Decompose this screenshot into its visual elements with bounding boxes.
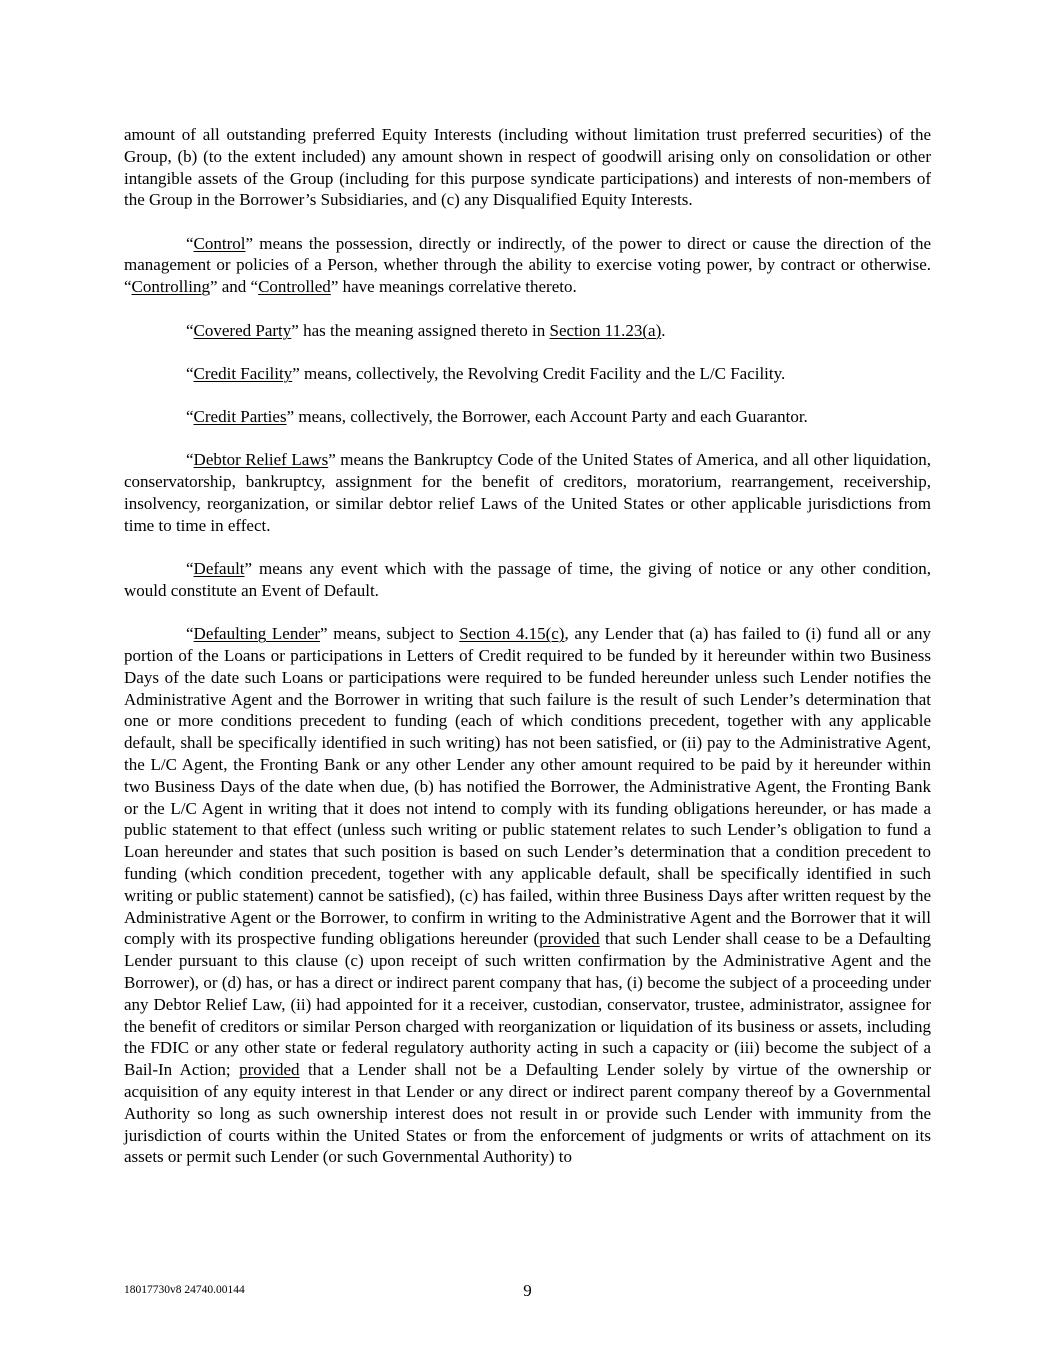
defined-term: Section 4.15(c) xyxy=(459,624,565,644)
paragraph xyxy=(124,320,931,342)
text-run: “ xyxy=(186,320,194,340)
text-run: ” means, subject to xyxy=(320,624,460,644)
page-footer xyxy=(124,1283,931,1307)
text-run: . xyxy=(661,320,666,340)
text-run: that such Lender shall cease to be a Defaulting Lender pursuant to this clause (c) upon receipt of such written confirmation by the Administrative Agent and the Borrower), or (d) has, or has a direct or indirect parent company that has, (i) become the subject of a proceeding under any Debtor Relief Law, (ii) had appointed for it a receiver, custodian, conservator, trustee, administrator, assignee for the benefit of creditors or similar Person charged with reorganization or liquidation of its business or assets, including the FDIC or any other state or federal regulatory authority acting in such a capacity or (iii) become the subject of a Bail-In Action; xyxy=(124,929,931,1080)
text-run: amount of all outstanding preferred Equity Interests (including without limitation trust preferred securities) of the Group, (b) (to the extent included) any amount shown in respect of goodwill arising only on consolidation or other intangible assets of the Group (including for this purpose syndicate participations) and interests of non-members of the Group in the Borrower’s Subsidiaries, and (c) any Disqualified Equity Interests. xyxy=(124,125,931,210)
text-run: ” means the possession, directly or indirectly, of the power to direct or cause the direction of the management or policies of a Person, whether through the ability to exercise voting power, by contract or otherwise. “ xyxy=(124,233,931,297)
paragraph xyxy=(124,406,931,428)
defined-term: Controlling xyxy=(131,277,210,297)
text-run: ” has the meaning assigned thereto in xyxy=(291,320,550,340)
text-run: “ xyxy=(186,363,194,383)
document-body xyxy=(124,124,931,1190)
defined-term: Covered Party xyxy=(193,320,292,340)
text-run: , any Lender that (a) has failed to (i) fund all or any portion of the Loans or participations in Letters of Credit required to be funded by it hereunder within two Business Days of the date such Loans or participations were required to be funded hereunder unless such Lender notifies the Administrative Agent and the Borrower in writing that such failure is the result of such Lender’s determination that one or more conditions precedent to funding (each of which conditions precedent, together with any applicable default, shall be specifically identified in such writing) has not been satisfied, or (ii) pay to the Administrative Agent, the L/C Agent, the Fronting Bank or any other Lender any other amount required to be paid by it hereunder within two Business Days of the date when due, (b) has notified the Borrower, the Administrative Agent, the Fronting Bank or the L/C Agent in writing that it does not intend to comply with its funding obligations hereunder, or has made a public statement to that effect (unless such writing or public statement relates to such Lender’s obligation to fund a Loan hereunder and states that such position is based on such Lender’s determination that a condition precedent to funding (which condition precedent, together with any applicable default, shall be specifically identified in such writing or public statement) cannot be satisfied), (c) has failed, within three Business Days after written request by the Administrative Agent or the Borrower, to confirm in writing to the Administrative Agent and the Borrower that it will comply with its prospective funding obligations hereunder ( xyxy=(124,624,932,949)
defined-term: Credit Facility xyxy=(193,363,293,383)
text-run: ” and “ xyxy=(209,277,259,297)
text-run: “ xyxy=(186,450,194,470)
defined-term: provided xyxy=(239,1060,300,1080)
text-run: ” means any event which with the passage of time, the giving of notice or any other condition, would constitute an Event of Default. xyxy=(124,559,931,600)
text-run: “ xyxy=(186,233,194,253)
text-run: ” have meanings correlative thereto. xyxy=(330,277,577,297)
defined-term: Defaulting Lender xyxy=(193,624,321,644)
paragraph xyxy=(124,558,931,602)
paragraph xyxy=(124,233,931,298)
paragraph xyxy=(124,449,931,536)
defined-term: Debtor Relief Laws xyxy=(193,450,329,470)
paragraph xyxy=(124,363,931,385)
defined-term: Controlled xyxy=(258,277,331,297)
text-run: “ xyxy=(186,624,194,644)
text-run: ” means, collectively, the Revolving Credit Facility and the L/C Facility. xyxy=(292,363,786,383)
defined-term: provided xyxy=(539,929,600,949)
paragraph xyxy=(124,623,931,1168)
defined-term: Default xyxy=(193,559,245,579)
text-run: ” means the Bankruptcy Code of the United States of America, and all other liquidation, conservatorship, bankruptcy, assignment for the benefit of creditors, moratorium, rearrangement, receivership, insolvency, reorganization, or similar debtor relief Laws of the United States or other applicable jurisdictions from time to time in effect. xyxy=(124,450,931,535)
defined-term: Control xyxy=(193,233,246,253)
text-run: “ xyxy=(186,559,194,579)
paragraph xyxy=(124,124,931,211)
document-id: 18017730v8 24740.00144 xyxy=(124,1284,245,1296)
text-run: “ xyxy=(186,407,194,427)
page-number: 9 xyxy=(523,1281,532,1300)
defined-term: Credit Parties xyxy=(193,407,287,427)
defined-term: Section 11.23(a) xyxy=(549,320,662,340)
text-run: ” means, collectively, the Borrower, each Account Party and each Guarantor. xyxy=(286,407,808,427)
text-run: that a Lender shall not be a Defaulting Lender solely by virtue of the ownership or acquisition of any equity interest in that Lender or any direct or indirect parent company thereof by a Governmental Authority so long as such ownership interest does not result in or provide such Lender with immunity from the jurisdiction of courts within the United States or from the enforcement of judgments or writs of attachment on its assets or permit such Lender (or such Governmental Authority) to xyxy=(124,1060,931,1167)
